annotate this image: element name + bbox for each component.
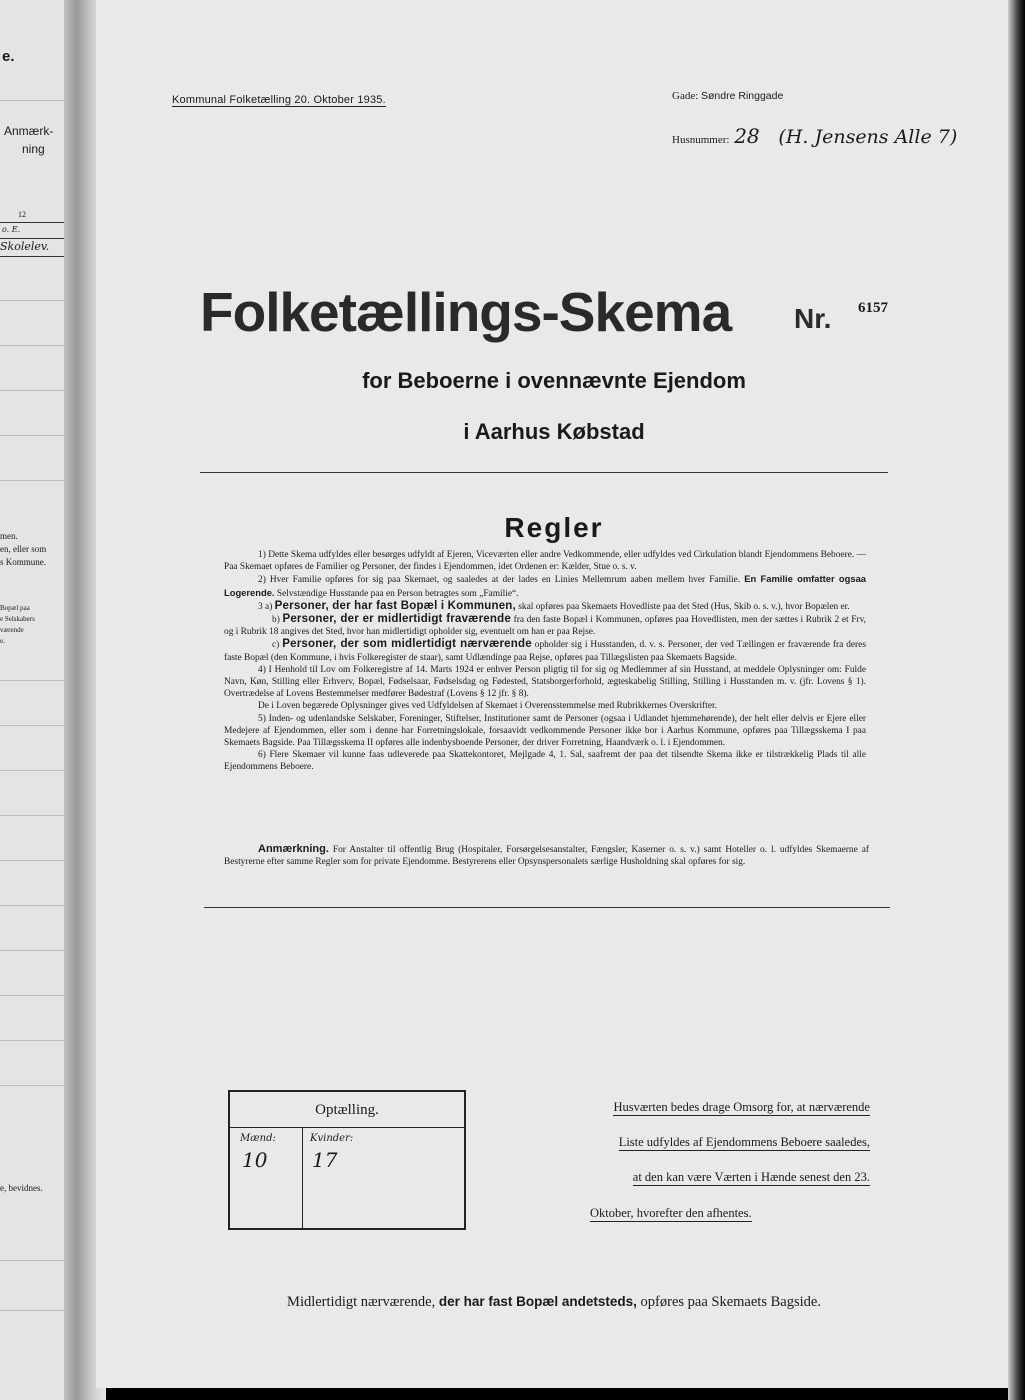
left-fragment: værende: [0, 626, 24, 634]
form-subtitle-2: i Aarhus Købstad: [463, 419, 645, 444]
count-box: [228, 1090, 466, 1230]
rule-6: 6) Flere Skemaer vil kunne faas udleverede paa Skattekontoret, Mejlgade 4, 1. Sal, saafremt der paa det tilsendte Skema ikke er tilstrækkelig Plads til alle Ejendommens Beboere.: [224, 750, 866, 773]
rule-4: 4) I Henhold til Lov om Folkeregistre af 14. Marts 1924 er enhver Person pligtig til for sig og Medlemmer af sin Husstand, at meddele Oplysninger om: Fulde Navn, Køn, Stilling eller Erhverv, Bopæl, Fødselsaar, Fødselsdag og Fødested, Statsborgerforhold, ægteskabelig Stilling, Stilling i Husstanden m. v. (jfr. Lovens § 1). Overtrædelse af Lovens Bestemmelser medfører Bødestraf (Lovens § 12 jfr. § 8).: [224, 664, 866, 700]
left-fragment: Bopæl paa: [0, 604, 30, 612]
left-fragment: Anmærk-: [4, 124, 54, 138]
rule-3b: b) Personer, der er midlertidigt fraværende fra den faste Bopæl i Kommunen, opføres paa Hovedlisten, men der sættes i Rubrik 2 et Frv, og i Rubrik 18 angives det Sted, hvor han midlertidigt opholder sig, eventuelt om han er paa Rejse.: [224, 613, 866, 638]
house-note-handwritten: (H. Jensens Alle 7): [778, 126, 958, 148]
rules-heading: Regler: [504, 512, 604, 543]
census-title: Kommunal Folketælling 20. Oktober 1935.: [172, 94, 386, 106]
left-fragment: 12: [18, 210, 26, 219]
footer-note: Midlertidigt nærværende, der har fast Bopæl andetsteds, opføres paa Skemaets Bagside.: [287, 1294, 821, 1310]
count-box-title: Optælling.: [315, 1102, 379, 1118]
street-label: Gade:: [672, 90, 699, 102]
landlord-note-line: Oktober, hvorefter den afhentes.: [590, 1206, 752, 1220]
street-value: Søndre Ringgade: [701, 90, 784, 102]
form-subtitle-1: for Beboerne i ovennævnte Ejendom: [362, 368, 746, 393]
rule-3a: 3 a) Personer, der har fast Bopæl i Kommunen, skal opføres paa Skemaets Hovedliste paa det Sted (Hus, Skib o. s. v.), hvor Bopælen er.: [258, 599, 850, 612]
left-page-strip: [0, 0, 70, 1400]
left-fragment: o. E.: [2, 225, 21, 234]
house-number-handwritten: 28: [734, 124, 760, 148]
page-edge-shadow: [1008, 0, 1025, 1400]
house-label: Husnummer:: [672, 134, 730, 146]
divider: [204, 907, 890, 908]
landlord-note-line: Husværten bedes drage Omsorg for, at nærværende: [613, 1100, 870, 1114]
left-fragment: ning: [22, 142, 45, 156]
left-fragment: e.: [0, 637, 5, 645]
form-number-value: 6157: [858, 300, 888, 316]
rule-4b: De i Loven begærede Oplysninger gives ved Udfyldelsen af Skemaet i Overensstemmelse med Rubrikkernes Overskrifter.: [258, 701, 717, 712]
left-fragment: s Kommune.: [0, 557, 46, 567]
rule-1: 1) Dette Skema udfyldes eller besørges udfyldt af Ejeren, Viceværten eller andre Vedkommende, eller udfyldes ved Cirkulation blandt Ejendommens Beboere. — Paa Skemaet opføres de Familier og Personer, der findes i Ejendommen, idet Ordenen er: Kælder, Stue o. s. v.: [224, 550, 866, 573]
rule-2: 2) Hver Familie opføres for sig paa Skemaet, og saaledes at der lades en Linies Mellemrum aaben mellem hver Familie. En Familie omfatter ogsaa Logerende. Selvstændige Husstande paa en Person betragtes som „Familie“.: [224, 573, 867, 599]
rules-text: [224, 549, 866, 774]
form-title: Folketællings-Skema: [200, 281, 732, 343]
street-field: [672, 90, 783, 102]
landlord-note-line: at den kan være Værten i Hænde senest den 23.: [632, 1170, 870, 1184]
left-fragment: e, bevidnes.: [0, 1183, 43, 1193]
left-fragment: e.: [2, 48, 15, 65]
census-form-page: [96, 0, 1012, 1388]
women-label: Kvinder:: [310, 1133, 354, 1144]
remark-block: [224, 843, 869, 869]
divider: [200, 472, 888, 473]
left-fragment: en, eller som: [0, 544, 47, 554]
landlord-note-line: Liste udfyldes af Ejendommens Beboere saaledes,: [618, 1135, 870, 1149]
rule-3c: c) Personer, der som midlertidigt nærværende opholder sig i Husstanden, d. v. s. Personer, der ved Tællingen er fraværende fra deres faste Bopæl (den Kommune, i hvis Folkeregister de staar), samt Udlændinge paa Rejse, opføres paa Tillægslisten paa Skemaets Bagside.: [224, 638, 866, 663]
men-count-handwritten: 10: [242, 1148, 268, 1172]
left-fragment: Skolelev.: [0, 240, 50, 253]
remark-label: Anmærkning.: [258, 843, 329, 855]
left-fragment: e Selskabers: [0, 615, 35, 623]
rule-5: 5) Inden- og udenlandske Selskaber, Foreninger, Stiftelser, Institutioner samt de Personer (ogsaa i Udlandet hjemmehørende), der helt eller delvis er Ejere eller Medejere af Ejendommen, eller som i denne har Forretningslokale, forsaavidt vedkommende Personer ikke bor i Aarhus Kommune, opføres paa Tillægsskema I paa Skemaets Bagside. Paa Tillægsskema II opføres alle indenbysboende Personer, der driver Forretning, Haandværk o. l. i Ejendommen.: [224, 713, 866, 749]
women-count-handwritten: 17: [312, 1148, 338, 1172]
men-label: Mænd:: [240, 1133, 276, 1144]
house-field: [672, 124, 957, 148]
left-fragment: men.: [0, 531, 18, 541]
form-number-label: Nr.: [794, 303, 832, 334]
remark-text: For Anstalter til offentlig Brug (Hospitaler, Forsørgelsesanstalter, Fængsler, Kaserner o. s. v.) samt Hoteller o. l. udfyldes Skemaerne af Bestyrerne efter samme Regler som for private Ejendomme. Bestyrerens eller Opsynspersonalets særlige Husholdning skal opføres for sig.: [224, 845, 869, 868]
